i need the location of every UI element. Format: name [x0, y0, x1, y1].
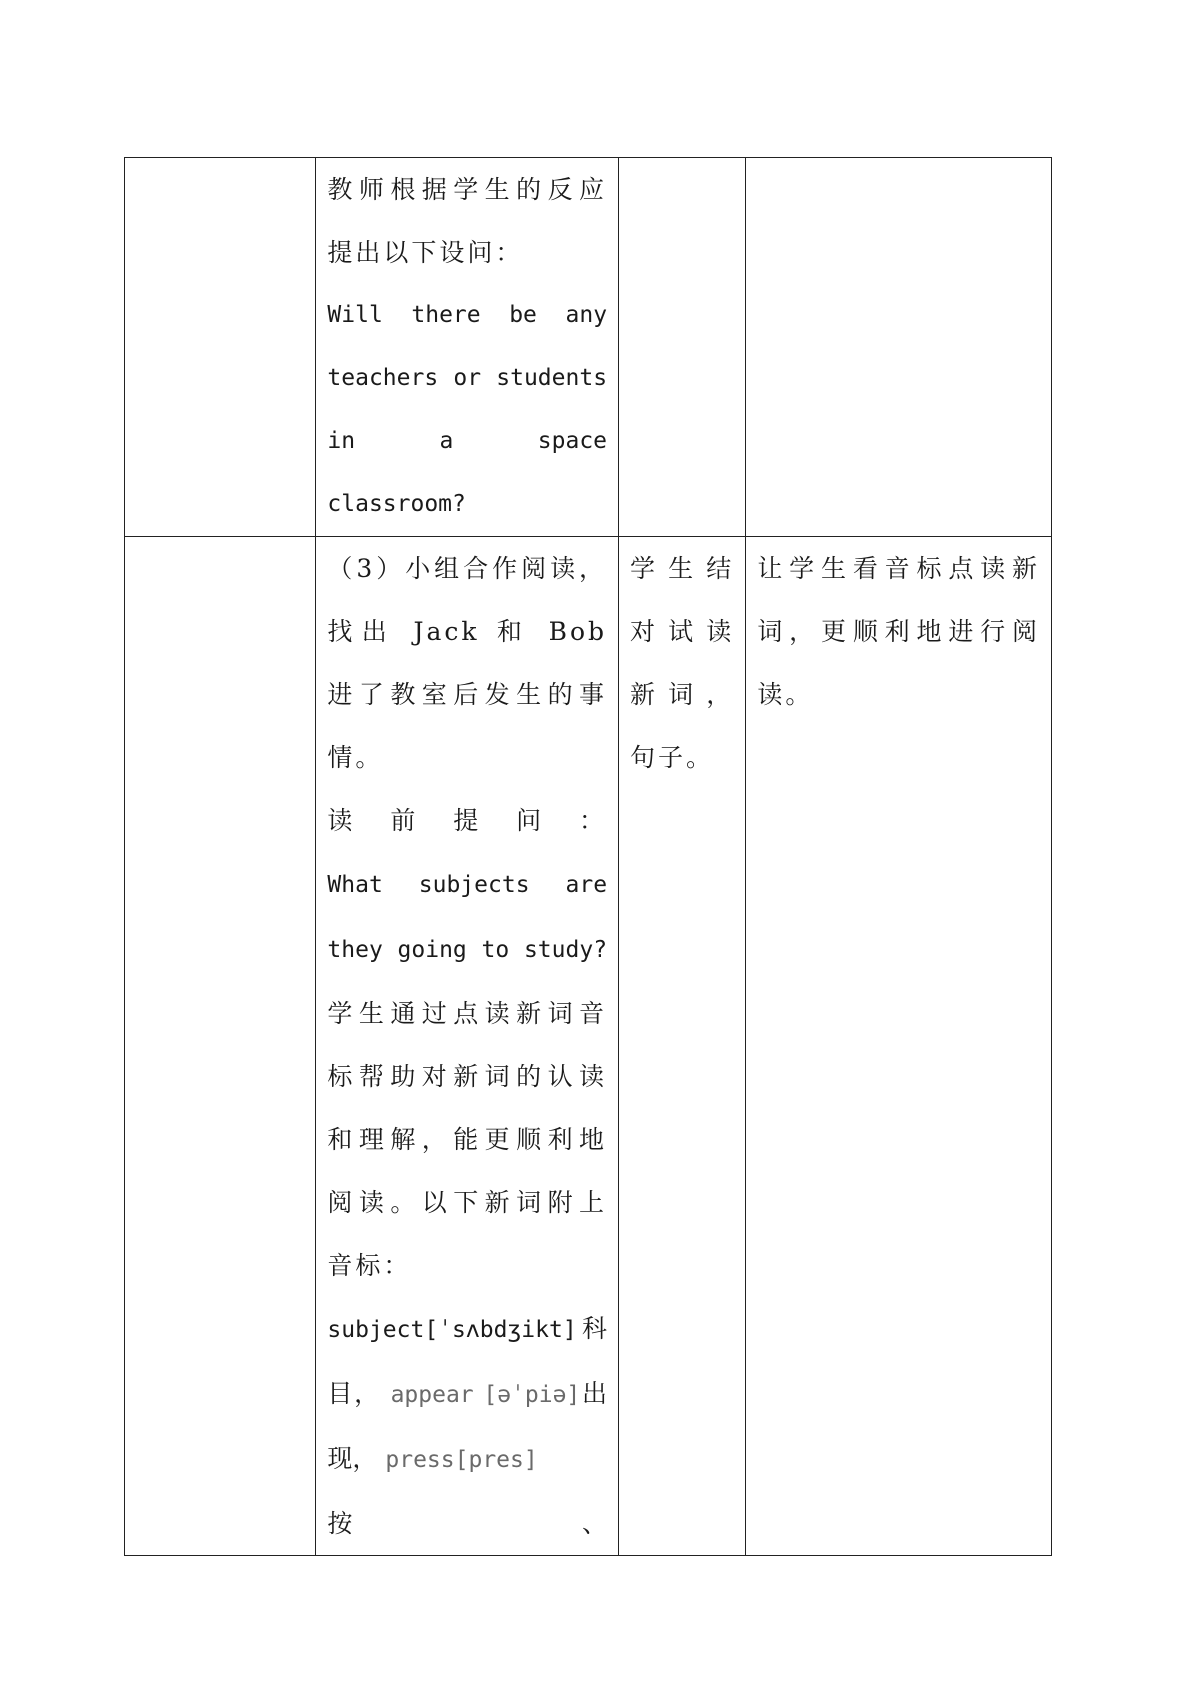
- table-cell-design-intent: [746, 158, 1052, 537]
- vocab-tail: [327, 1492, 607, 1555]
- table-row: [125, 537, 1052, 1556]
- vocab-ipa: [əˈpiə]: [483, 1382, 581, 1408]
- table-row: [125, 158, 1052, 537]
- vocab-word: press: [385, 1447, 455, 1473]
- reading-step-text: （3）小组合作阅读，找出 Jack 和 Bob 进了教室后发生的事情。: [327, 554, 608, 772]
- teacher-question-text: Will there be any teachers or students in a space classroom?: [327, 302, 608, 517]
- table-cell-student-activity: 学生结对试读新词，句子。: [619, 537, 746, 1556]
- vocab-ipa: [ˈsʌbdʒikt]: [424, 1317, 577, 1343]
- vocab-intro-text: 学生通过点读新词音标帮助对新词的认读和理解，能更顺利地阅读。以下新词附上音标：: [327, 999, 608, 1280]
- vocab-separator: ，: [352, 1444, 378, 1473]
- table-cell-teacher-activity: [316, 537, 619, 1556]
- teacher-prompt-text: 教师根据学生的反应提出以下设问：: [327, 175, 608, 267]
- vocab-separator: 、: [582, 1509, 608, 1538]
- vocab-meaning: 按: [327, 1509, 464, 1538]
- table-cell-teacher-activity: [316, 158, 619, 537]
- vocab-meaning: 出现: [327, 1379, 608, 1473]
- table-cell-stage: [125, 537, 316, 1556]
- vocab-meaning: 科目: [327, 1314, 608, 1408]
- vocab-separator: ，: [354, 1379, 381, 1408]
- pre-reading-question: What subjects are they going to study?: [327, 872, 608, 963]
- table-cell-student-activity: [619, 158, 746, 537]
- vocab-list: [327, 1297, 607, 1555]
- pre-reading-label: 读前提问：: [327, 806, 608, 835]
- vocab-word: appear: [390, 1382, 474, 1408]
- table-cell-design-intent: 让学生看音标点读新词，更顺利地进行阅读。: [746, 537, 1052, 1556]
- vocab-ipa: [pres]: [454, 1447, 538, 1473]
- table-cell-stage: [125, 158, 316, 537]
- lesson-plan-table: [124, 157, 1052, 1556]
- vocab-word: subject: [327, 1317, 425, 1343]
